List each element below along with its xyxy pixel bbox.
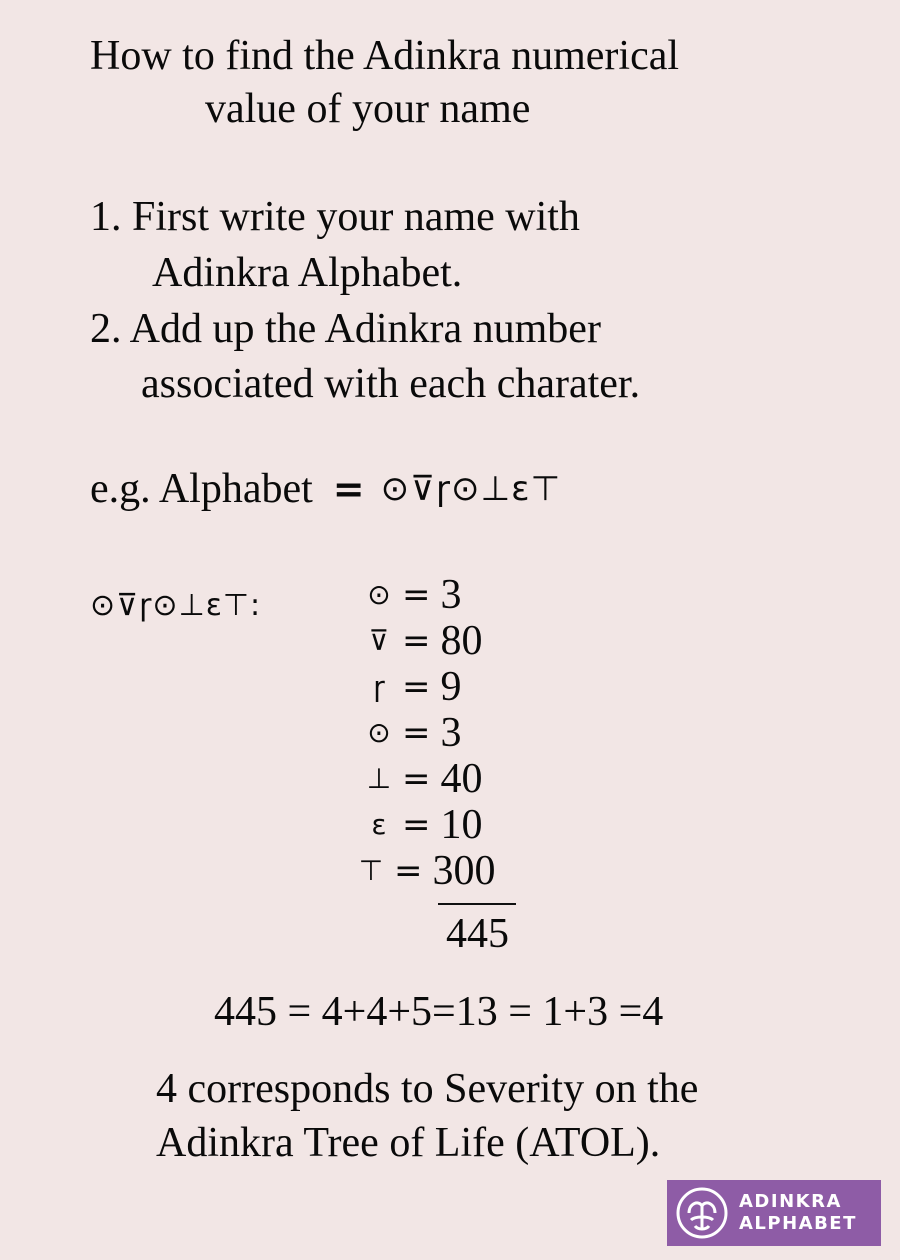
breakdown-row	[352, 848, 496, 894]
logo-wordmark	[739, 1191, 857, 1235]
row-value: 80	[440, 618, 483, 664]
example-line	[90, 465, 561, 513]
breakdown-total: 445	[446, 911, 509, 957]
conclusion-line-1: 4 corresponds to Severity on the	[156, 1066, 699, 1112]
adinkra-symbol-icon	[675, 1186, 729, 1240]
row-glyph: ⊽	[368, 624, 390, 657]
row-value: 3	[440, 572, 462, 618]
breakdown-rows	[360, 572, 496, 894]
title-line-1: How to find the Adinkra numerical	[90, 33, 680, 79]
breakdown-row	[360, 664, 496, 710]
breakdown-row	[360, 618, 496, 664]
step-1-line-1: 1. First write your name with	[90, 194, 580, 240]
sum-divider	[438, 903, 516, 905]
breakdown-row	[360, 572, 496, 618]
row-glyph: ɼ	[373, 670, 385, 703]
title-line-2: value of your name	[205, 86, 531, 132]
step-2-line-1: 2. Add up the Adinkra number	[90, 306, 601, 352]
breakdown-label: ⊙⊽ɼ⊙⊥ɛ⊤:	[90, 588, 262, 623]
row-equals: =	[402, 759, 431, 799]
row-glyph: ⊙	[367, 578, 391, 611]
breakdown-row	[360, 802, 496, 848]
row-value: 3	[440, 710, 462, 756]
step-2-line-2: associated with each charater.	[141, 361, 641, 407]
row-equals: =	[402, 575, 431, 615]
row-equals: =	[402, 621, 431, 661]
row-glyph: ɛ	[371, 808, 387, 841]
row-glyph: ⊙	[367, 716, 391, 749]
digit-reduction: 445 = 4+4+5=13 = 1+3 =4	[214, 989, 664, 1035]
row-glyph: ⊤	[358, 854, 384, 887]
adinkra-alphabet-logo	[667, 1180, 881, 1246]
logo-line-1: ADINKRA	[739, 1191, 842, 1212]
breakdown-row	[360, 756, 496, 802]
row-equals: =	[402, 713, 431, 753]
row-equals: =	[402, 667, 431, 707]
example-prefix: e.g. Alphabet	[90, 466, 313, 512]
row-value: 300	[432, 848, 496, 894]
row-equals: =	[402, 805, 431, 845]
row-glyph: ⊥	[366, 762, 392, 795]
step-1-line-2: Adinkra Alphabet.	[152, 250, 463, 296]
example-glyphs: ⊙⊽ɼ⊙⊥ɛ⊤	[380, 469, 562, 509]
row-value: 9	[440, 664, 462, 710]
row-value: 10	[440, 802, 483, 848]
example-equals: =	[332, 467, 365, 511]
logo-line-2: ALPHABET	[739, 1213, 857, 1234]
row-value: 40	[440, 756, 483, 802]
row-equals: =	[394, 851, 423, 891]
breakdown-row	[360, 710, 496, 756]
conclusion-line-2: Adinkra Tree of Life (ATOL).	[156, 1120, 661, 1166]
